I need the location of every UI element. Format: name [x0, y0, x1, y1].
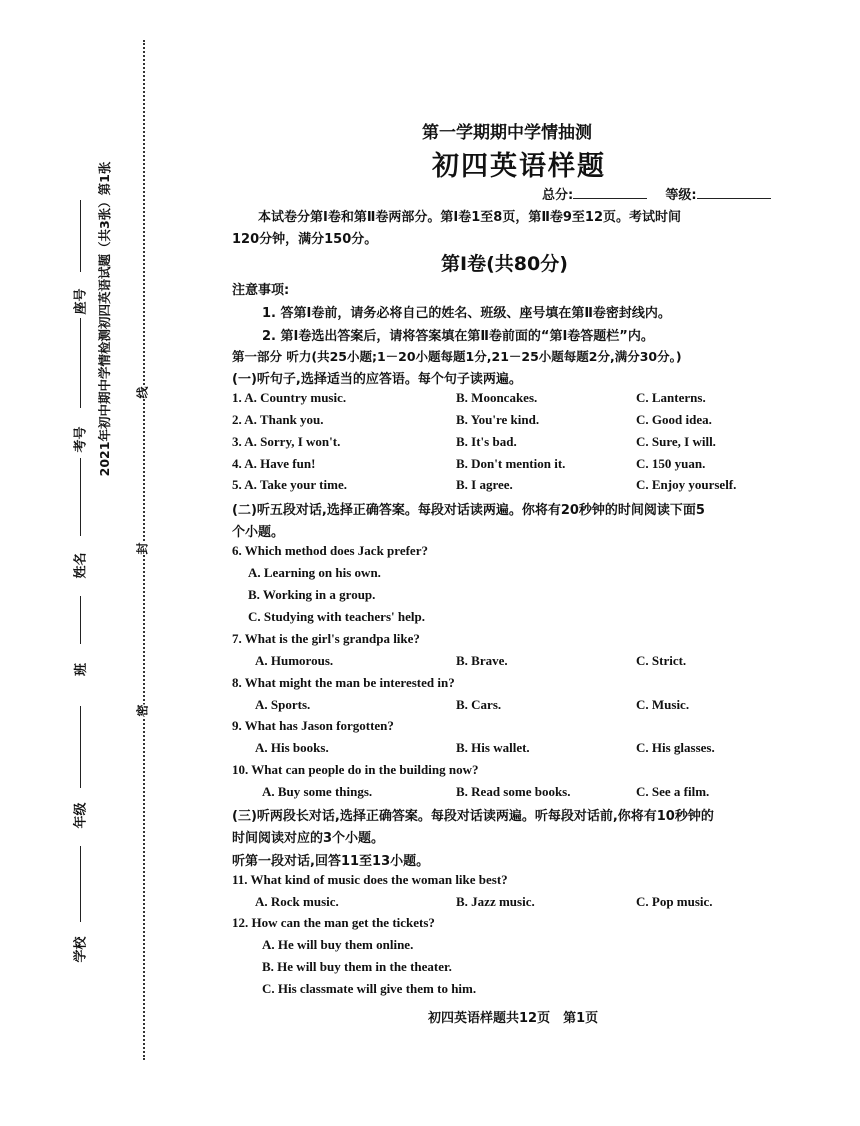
- q7-option-c: C. Strict.: [636, 653, 687, 668]
- field-grade-blank[interactable]: [80, 706, 81, 788]
- q1-option-c: C. Lanterns.: [636, 390, 706, 405]
- q4-option-a: 4. A. Have fun!: [232, 456, 316, 471]
- notes-heading: 注意事项:: [232, 283, 290, 298]
- q10-option-b: B. Read some books.: [456, 784, 571, 799]
- part1-heading: 第一部分 听力(共25小题;1－20小题每题1分,21－25小题每题2分,满分30分。): [232, 349, 682, 364]
- section3-sub: 听第一段对话,回答11至13小题。: [232, 854, 430, 869]
- q5-option-c: C. Enjoy yourself.: [636, 477, 737, 492]
- field-school-blank[interactable]: [80, 846, 81, 922]
- field-seat-no: 座号: [73, 288, 89, 315]
- q4-option-c: C. 150 yuan.: [636, 456, 706, 471]
- section1-heading: (一)听句子,选择适当的应答语。每个句子读两遍。: [232, 372, 522, 387]
- q2-option-c: C. Good idea.: [636, 412, 712, 427]
- q4-option-b: B. Don't mention it.: [456, 456, 566, 471]
- seal-char-secret: 密: [135, 704, 150, 717]
- q7-option-b: B. Brave.: [456, 653, 508, 668]
- volume1-title: 第Ⅰ卷(共80分): [441, 253, 568, 275]
- q10-option-c: C. See a film.: [636, 784, 710, 799]
- field-class: 班: [74, 662, 90, 677]
- field-exam-no-blank[interactable]: [80, 318, 81, 408]
- question-6: 6. Which method does Jack prefer?: [232, 543, 428, 558]
- seal-char-seal: 封: [135, 542, 150, 555]
- exam-subtitle: 第一学期期中学情抽测: [422, 123, 592, 143]
- q9-option-a: A. His books.: [255, 740, 329, 755]
- question-11: 11. What kind of music does the woman like best?: [232, 872, 508, 887]
- q6-option-a: A. Learning on his own.: [248, 565, 381, 580]
- field-class-blank[interactable]: [80, 596, 81, 644]
- q11-option-a: A. Rock music.: [255, 894, 339, 909]
- q11-option-b: B. Jazz music.: [456, 894, 535, 909]
- q12-option-c: C. His classmate will give them to him.: [262, 981, 477, 996]
- section2-heading-2: 个小题。: [232, 525, 285, 540]
- total-blank[interactable]: [573, 186, 647, 199]
- q10-option-a: A. Buy some things.: [262, 784, 373, 799]
- q1-option-b: B. Mooncakes.: [456, 390, 538, 405]
- question-10: 10. What can people do in the building now?: [232, 762, 479, 777]
- q8-option-c: C. Music.: [636, 697, 690, 712]
- seal-char-line: 线: [135, 386, 150, 399]
- q5-option-b: B. I agree.: [456, 477, 513, 492]
- question-9: 9. What has Jason forgotten?: [232, 718, 394, 733]
- q7-option-a: A. Humorous.: [255, 653, 334, 668]
- score-fields: [542, 184, 771, 203]
- q2-option-b: B. You're kind.: [456, 412, 540, 427]
- q5-option-a: 5. A. Take your time.: [232, 477, 347, 492]
- q1-option-a: 1. A. Country music.: [232, 390, 347, 405]
- field-name-blank[interactable]: [80, 458, 81, 536]
- field-name: 姓名: [73, 552, 89, 579]
- side-exam-title: 2021年初中期中学情检测初四英语试题（共3张）第1张: [97, 161, 112, 477]
- grade-label: 等级:: [665, 188, 697, 203]
- q11-option-c: C. Pop music.: [636, 894, 713, 909]
- q6-option-b: B. Working in a group.: [248, 587, 376, 602]
- q3-option-a: 3. A. Sorry, I won't.: [232, 434, 341, 449]
- section3-heading-2: 时间阅读对应的3个小题。: [232, 831, 385, 846]
- q12-option-a: A. He will buy them online.: [262, 937, 414, 952]
- field-exam-no: 考号: [73, 426, 89, 453]
- grade-blank[interactable]: [697, 186, 771, 199]
- q3-option-c: C. Sure, I will.: [636, 434, 716, 449]
- question-7: 7. What is the girl's grandpa like?: [232, 631, 420, 646]
- q9-option-c: C. His glasses.: [636, 740, 715, 755]
- note-item-2: 2. 第Ⅰ卷选出答案后，请将答案填在第Ⅱ卷前面的“第Ⅰ卷答题栏”内。: [262, 329, 654, 344]
- q9-option-b: B. His wallet.: [456, 740, 530, 755]
- question-8: 8. What might the man be interested in?: [232, 675, 455, 690]
- q6-option-c: C. Studying with teachers' help.: [248, 609, 425, 624]
- exam-title: 初四英语样题: [432, 151, 606, 182]
- field-grade: 年级: [73, 802, 89, 829]
- q12-option-b: B. He will buy them in the theater.: [262, 959, 452, 974]
- q2-option-a: 2. A. Thank you.: [232, 412, 324, 427]
- total-label: 总分:: [542, 188, 574, 203]
- field-seat-no-blank[interactable]: [80, 200, 81, 272]
- note-item-1: 1. 答第Ⅰ卷前，请务必将自己的姓名、班级、座号填在第Ⅱ卷密封线内。: [262, 306, 671, 321]
- intro-line-1: 本试卷分第Ⅰ卷和第Ⅱ卷两部分。第Ⅰ卷1至8页，第Ⅱ卷9至12页。考试时间: [258, 210, 682, 225]
- section2-heading-1: (二)听五段对话,选择正确答案。每段对话读两遍。你将有20秒钟的时间阅读下面5: [232, 503, 705, 518]
- section3-heading-1: (三)听两段长对话,选择正确答案。每段对话读两遍。听每段对话前,你将有10秒钟的: [232, 809, 714, 824]
- field-school: 学校: [73, 936, 89, 963]
- question-12: 12. How can the man get the tickets?: [232, 915, 435, 930]
- q8-option-b: B. Cars.: [456, 697, 502, 712]
- q8-option-a: A. Sports.: [255, 697, 311, 712]
- q3-option-b: B. It's bad.: [456, 434, 517, 449]
- intro-line-2: 120分钟，满分150分。: [232, 232, 378, 247]
- page-footer: 初四英语样题共12页 第1页: [428, 1011, 599, 1026]
